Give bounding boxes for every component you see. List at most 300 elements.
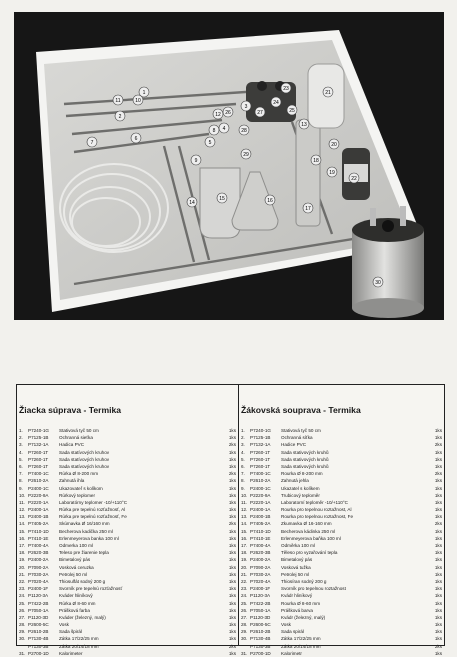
- parts-row: [241, 463, 442, 470]
- item-description: Hadice PVC: [281, 442, 307, 448]
- item-code: P7050-1A: [28, 607, 49, 613]
- item-quantity: 1ks: [228, 499, 236, 505]
- parts-row: [19, 564, 236, 571]
- item-description: Sada statívových kruhov: [59, 463, 110, 469]
- item-code: P7400-1C: [250, 471, 271, 477]
- item-number: 3.: [241, 442, 245, 448]
- item-quantity: 2ks: [228, 521, 236, 527]
- item-number: 27.: [19, 614, 26, 620]
- item-description: Petrolej 50 ml: [281, 571, 310, 577]
- item-number: 20.: [19, 564, 26, 570]
- item-description: Rúrka pre tepelnú rozťažnosť, Al: [59, 507, 126, 513]
- item-description: Ochranná sieťka: [59, 435, 93, 441]
- item-number: 25.: [19, 600, 26, 606]
- item-description: Sada statívových kruhov: [59, 449, 110, 455]
- item-description: Vosková tužka: [281, 564, 311, 570]
- item-quantity: 1ks: [434, 449, 442, 455]
- item-quantity: 1ks: [228, 543, 236, 548]
- item-quantity: 1ks: [228, 435, 236, 441]
- item-quantity: 1ks: [434, 463, 442, 469]
- item-code: P7130-3B: [250, 643, 271, 649]
- item-number: 15.: [241, 528, 248, 534]
- item-number: 19.: [241, 557, 248, 563]
- item-number: 12.: [241, 507, 248, 513]
- item-description: Rourka pro tepelnou roztažnost, Al: [281, 507, 352, 513]
- svg-text:16: 16: [267, 198, 273, 204]
- item-number: 21.: [19, 571, 26, 577]
- item-quantity: 1ks: [434, 636, 442, 642]
- item-code: P1120-3D: [250, 614, 271, 620]
- svg-text:15: 15: [219, 196, 225, 202]
- item-quantity: 1ks: [228, 456, 236, 462]
- item-number: 14.: [19, 521, 26, 527]
- item-description: Kváder (železný, malý): [59, 614, 106, 620]
- item-code: P7125-1B: [28, 435, 49, 441]
- parts-row: [19, 578, 236, 585]
- item-code: P7260-1T: [250, 449, 271, 455]
- item-number: 8.: [19, 478, 23, 484]
- svg-text:9: 9: [194, 158, 198, 164]
- item-number: 21.: [241, 571, 248, 577]
- item-code: P7090-2A: [250, 564, 271, 570]
- item-code: P7260-1T: [28, 463, 49, 469]
- item-number: 11.: [241, 499, 248, 505]
- item-quantity: 2ks: [434, 471, 442, 477]
- item-quantity: 1ks: [228, 586, 236, 592]
- item-description: Ochranná síťka: [281, 435, 313, 441]
- item-description: Kvádr hliníkový: [281, 593, 313, 599]
- item-description: Hadica PVC: [59, 442, 85, 448]
- item-quantity: 1ks: [228, 578, 236, 584]
- parts-row: [19, 643, 236, 650]
- kit-photo-drawing: [14, 12, 444, 320]
- parts-row: [19, 477, 236, 484]
- svg-text:4: 4: [222, 126, 226, 132]
- item-code: P7130-4B: [250, 636, 271, 642]
- item-quantity: 1ks: [434, 607, 442, 613]
- item-quantity: 1ks: [434, 485, 442, 491]
- item-quantity: 1ks: [228, 492, 236, 498]
- item-code: P7240-1G: [250, 428, 271, 433]
- item-number: 7.: [241, 471, 245, 477]
- svg-text:13: 13: [301, 122, 307, 128]
- parts-row: [241, 643, 442, 650]
- parts-row: [241, 506, 442, 513]
- item-code: P2620-3B: [250, 550, 271, 556]
- calorimeter: [352, 206, 424, 318]
- item-number: 17.: [241, 543, 248, 548]
- item-number: 31.: [19, 650, 26, 656]
- item-quantity: 1ks: [228, 650, 236, 656]
- kit-photo: [14, 12, 444, 320]
- item-code: P7260-1T: [28, 449, 49, 455]
- item-number: 12.: [19, 507, 26, 513]
- item-description: Odmerka 100 ml: [59, 543, 93, 548]
- parts-row: [241, 434, 442, 441]
- item-quantity: 1ks: [434, 514, 442, 520]
- parts-row: [19, 535, 236, 542]
- czech-parts-column: [239, 385, 444, 656]
- parts-row: [241, 628, 442, 635]
- item-number: 15.: [19, 528, 26, 534]
- item-description: Sada stativových kruhů: [281, 463, 329, 469]
- item-quantity: 2ks: [228, 643, 236, 649]
- item-code: P2400-1C: [250, 485, 271, 491]
- item-code: P2610-2A: [250, 478, 271, 484]
- item-code: P7030-2A: [250, 571, 271, 577]
- item-quantity: 1ks: [434, 535, 442, 541]
- item-description: Teleso pre žiarenie tepla: [59, 550, 109, 556]
- item-code: P2600-5C: [28, 622, 49, 628]
- item-description: Svorník pro tepelnou roztažnost: [281, 586, 346, 592]
- item-number: 28.: [241, 622, 248, 628]
- item-number: 14.: [241, 521, 248, 527]
- item-quantity: 1ks: [228, 614, 236, 620]
- item-number: 28.: [19, 622, 26, 628]
- item-code: P7422-2B: [28, 600, 49, 606]
- svg-text:27: 27: [257, 110, 263, 116]
- item-code: P2620-3B: [28, 550, 49, 556]
- parts-row: [241, 449, 442, 456]
- item-code: P1120-3A: [250, 593, 271, 599]
- item-number: 8.: [241, 478, 245, 484]
- item-number: 26.: [241, 607, 248, 613]
- item-number: 23.: [241, 586, 248, 592]
- parts-row: [19, 542, 236, 549]
- item-quantity: 1ks: [228, 600, 236, 606]
- item-code: P2610-2A: [28, 478, 49, 484]
- svg-text:8: 8: [212, 128, 216, 134]
- item-code: P7260-1T: [28, 456, 49, 462]
- item-number: 18.: [19, 550, 26, 556]
- svg-text:11: 11: [115, 98, 121, 104]
- item-quantity: 1ks: [434, 478, 442, 484]
- parts-row: [241, 470, 442, 477]
- parts-row: [241, 635, 442, 642]
- item-number: 7.: [19, 471, 23, 477]
- item-description: Sada spirál: [281, 629, 304, 635]
- svg-text:18: 18: [313, 158, 319, 164]
- svg-text:26: 26: [225, 110, 231, 116]
- item-code: P7130-3B: [28, 643, 49, 649]
- parts-row: [241, 650, 442, 657]
- parts-row: [19, 614, 236, 621]
- item-description: Laboratorní teploměr -10/+110°C: [281, 499, 348, 505]
- item-code: P7400-4A: [250, 543, 271, 548]
- parts-row: [19, 513, 236, 520]
- item-number: 17.: [19, 543, 26, 548]
- svg-text:12: 12: [215, 112, 221, 118]
- item-code: P1120-3A: [28, 593, 49, 599]
- item-quantity: 1ks: [434, 557, 442, 563]
- item-quantity: 1ks: [228, 485, 236, 491]
- item-quantity: 1ks: [228, 636, 236, 642]
- item-quantity: 2ks: [228, 442, 236, 448]
- svg-text:3: 3: [244, 104, 248, 110]
- item-description: Zátka 20/14/18 mm: [281, 643, 321, 649]
- item-number: 9.: [19, 485, 23, 491]
- parts-row: [241, 520, 442, 527]
- parts-row: [19, 485, 236, 492]
- item-number: 20.: [241, 564, 248, 570]
- parts-row: [19, 470, 236, 477]
- parts-row: [241, 427, 442, 434]
- item-code: P2400-2A: [28, 557, 49, 563]
- parts-row: [241, 556, 442, 563]
- item-number: 13.: [241, 514, 248, 520]
- item-number: 2.: [19, 435, 23, 441]
- item-description: Becherova kádinka 250 ml: [281, 528, 336, 534]
- item-code: P7125-1B: [250, 435, 271, 441]
- item-code: P7410-1D: [250, 528, 271, 534]
- svg-text:1: 1: [142, 90, 146, 96]
- item-description: Rúrkový teplomer: [59, 492, 95, 498]
- item-quantity: 1ks: [228, 449, 236, 455]
- item-quantity: 1ks: [434, 435, 442, 441]
- parts-list-sheet: [16, 384, 445, 656]
- parts-row: [19, 427, 236, 434]
- item-code: P7410-1E: [28, 535, 49, 541]
- item-description: Zkumavka Ø 16-160 mm: [281, 521, 332, 527]
- item-quantity: 1ks: [434, 550, 442, 556]
- item-description: Sada statívových kruhov: [59, 456, 110, 462]
- item-code: P2600-5C: [250, 622, 271, 628]
- slovak-parts-list: [19, 427, 236, 657]
- item-quantity: 1ks: [434, 578, 442, 584]
- item-description: Erlenmeyerova baňka 100 ml: [281, 535, 341, 541]
- item-description: Skúmavka Ø 16/160 mm: [59, 521, 110, 527]
- svg-text:28: 28: [241, 128, 247, 134]
- item-code: P7132-1A: [28, 442, 49, 448]
- item-quantity: 1ks: [228, 622, 236, 628]
- item-quantity: 1ks: [228, 514, 236, 520]
- item-number: 25.: [241, 600, 248, 606]
- item-description: Zátka 20/14/18 mm: [59, 643, 99, 649]
- item-description: Zátka 17/22/25 mm: [281, 636, 321, 642]
- item-description: Bimetalový pás: [281, 557, 313, 563]
- item-quantity: 1ks: [434, 499, 442, 505]
- item-code: P7130-4B: [28, 636, 49, 642]
- svg-text:19: 19: [329, 170, 335, 176]
- item-number: 29.: [241, 629, 248, 635]
- czech-parts-list: [241, 427, 442, 657]
- item-code: P7090-2A: [28, 564, 49, 570]
- item-number: 4.: [19, 449, 23, 455]
- svg-text:22: 22: [351, 176, 357, 182]
- item-number: 29.: [19, 629, 26, 635]
- item-quantity: 1ks: [434, 593, 442, 599]
- parts-row: [241, 549, 442, 556]
- parts-row: [19, 607, 236, 614]
- item-description: Trubicový teploměr: [281, 492, 320, 498]
- item-quantity: 1ks: [434, 428, 442, 433]
- item-quantity: 1ks: [228, 593, 236, 599]
- item-quantity: 1ks: [434, 650, 442, 656]
- item-description: Kváder hliníkový: [59, 593, 93, 599]
- item-number: 5.: [241, 456, 245, 462]
- slovak-parts-column: [17, 385, 239, 656]
- item-code: P7132-1A: [250, 442, 271, 448]
- item-description: Kvádr (železný, malý): [281, 614, 326, 620]
- item-number: 24.: [19, 593, 26, 599]
- item-quantity: 1ks: [434, 456, 442, 462]
- item-number: 30.: [19, 636, 26, 642]
- item-description: Petrolej 50 ml: [59, 571, 88, 577]
- item-description: Ukazovateľ s kolíkom: [59, 485, 103, 491]
- item-number: 31.: [241, 650, 248, 656]
- svg-text:14: 14: [189, 200, 195, 206]
- svg-text:6: 6: [134, 136, 138, 142]
- parts-row: [241, 542, 442, 549]
- item-number: 9.: [241, 485, 245, 491]
- item-number: 1.: [19, 428, 23, 433]
- item-quantity: 2ks: [434, 442, 442, 448]
- item-number: 11.: [19, 499, 26, 505]
- item-code: P2610-2B: [28, 629, 49, 635]
- item-quantity: 2ks: [434, 643, 442, 649]
- item-description: Kalorimeter: [59, 650, 83, 656]
- parts-row: [19, 549, 236, 556]
- item-description: Bimetalový pás: [59, 557, 91, 563]
- parts-row: [241, 499, 442, 506]
- svg-text:24: 24: [273, 100, 279, 106]
- svg-text:7: 7: [90, 140, 94, 146]
- item-code: P7400-1C: [28, 471, 49, 477]
- parts-row: [241, 571, 442, 578]
- item-number: 5.: [19, 456, 23, 462]
- item-quantity: 1ks: [228, 478, 236, 484]
- svg-text:29: 29: [243, 152, 249, 158]
- item-code: P7260-1T: [250, 463, 271, 469]
- item-description: Vosk: [281, 622, 291, 628]
- item-code: P2700-1D: [250, 650, 271, 656]
- item-quantity: 1ks: [434, 564, 442, 570]
- item-number: 24.: [241, 593, 248, 599]
- parts-row: [241, 621, 442, 628]
- item-description: Prášková farba: [59, 607, 90, 613]
- item-description: Laboratórny teplomer -10/+110°C: [59, 499, 128, 505]
- svg-text:25: 25: [289, 108, 295, 114]
- item-code: P2400-2A: [250, 557, 271, 563]
- parts-row: [19, 585, 236, 592]
- parts-row: [241, 535, 442, 542]
- item-quantity: 1ks: [228, 535, 236, 541]
- item-number: 2.: [241, 435, 245, 441]
- parts-row: [241, 600, 442, 607]
- item-quantity: 1ks: [434, 507, 442, 513]
- item-number: 30.: [241, 636, 248, 642]
- item-description: Vosková ceruzka: [59, 564, 94, 570]
- parts-row: [241, 477, 442, 484]
- item-code: P7240-1G: [28, 428, 49, 433]
- item-description: Těleso pro vyzařování tepla: [281, 550, 338, 556]
- parts-row: [19, 628, 236, 635]
- item-quantity: 1ks: [228, 629, 236, 635]
- item-code: P2400-1F: [28, 586, 49, 592]
- item-number: 22.: [19, 578, 26, 584]
- item-number: [241, 643, 250, 650]
- parts-row: [19, 492, 236, 499]
- item-quantity: 1ks: [434, 543, 442, 548]
- item-number: 4.: [241, 449, 245, 455]
- parts-row: [19, 456, 236, 463]
- item-quantity: 1ks: [228, 507, 236, 513]
- item-quantity: 1ks: [228, 463, 236, 469]
- item-code: P2400-1F: [250, 586, 271, 592]
- item-code: P7030-2A: [28, 571, 49, 577]
- item-description: Sada špirál: [59, 629, 82, 635]
- item-code: P2400-1B: [250, 514, 271, 520]
- parts-row: [241, 564, 442, 571]
- item-description: Stativová tyč 50 cm: [59, 428, 99, 433]
- parts-row: [19, 520, 236, 527]
- item-number: 1.: [241, 428, 245, 433]
- item-number: 16.: [241, 535, 248, 541]
- parts-row: [19, 592, 236, 599]
- parts-row: [241, 607, 442, 614]
- parts-row: [19, 434, 236, 441]
- parts-row: [241, 492, 442, 499]
- parts-row: [241, 614, 442, 621]
- item-description: Thiosulfát sodný 200 g: [59, 578, 106, 584]
- parts-row: [19, 506, 236, 513]
- item-code: P2400-1A: [28, 507, 49, 513]
- item-description: Vosk: [59, 622, 69, 628]
- item-code: P7260-1T: [250, 456, 271, 462]
- item-number: 19.: [19, 557, 26, 563]
- item-description: Svorník pre tepelnú rozťažnosť: [59, 586, 123, 592]
- item-code: P2400-1C: [28, 485, 49, 491]
- item-description: Zahnutá ihla: [59, 478, 85, 484]
- item-code: P2400-1A: [250, 507, 271, 513]
- czech-list-title: Žákovská souprava - Termika: [241, 405, 361, 415]
- item-code: P2220-1A: [28, 499, 49, 505]
- svg-text:21: 21: [325, 90, 331, 96]
- parts-row: [19, 621, 236, 628]
- item-code: P2220-9A: [28, 492, 49, 498]
- slovak-list-title: Žiacka súprava - Termika: [19, 405, 122, 415]
- item-quantity: 2ks: [228, 471, 236, 477]
- parts-row: [241, 528, 442, 535]
- item-description: Zahnutá jehla: [281, 478, 309, 484]
- item-code: P1120-3D: [28, 614, 49, 620]
- item-quantity: 1ks: [434, 571, 442, 577]
- item-description: Becherova kadička 250 ml: [59, 528, 113, 534]
- item-description: Zátka 17/22/25 mm: [59, 636, 99, 642]
- item-description: Sada stativových kruhů: [281, 449, 329, 455]
- parts-row: [241, 585, 442, 592]
- item-description: Rourka Ø 8-200 mm: [281, 471, 323, 477]
- parts-row: [241, 441, 442, 448]
- parts-row: [19, 600, 236, 607]
- parts-row: [19, 571, 236, 578]
- item-number: 16.: [19, 535, 26, 541]
- item-quantity: 1ks: [228, 428, 236, 433]
- item-number: 27.: [241, 614, 248, 620]
- parts-row: [241, 456, 442, 463]
- item-code: P7422-2B: [250, 600, 271, 606]
- item-code: P2400-1B: [28, 514, 49, 520]
- parts-row: [19, 650, 236, 657]
- item-description: Rúrka Ø 8-200 mm: [59, 471, 99, 477]
- parts-row: [19, 635, 236, 642]
- item-number: 3.: [19, 442, 23, 448]
- item-code: P7405-2A: [28, 521, 49, 527]
- svg-text:5: 5: [208, 140, 212, 146]
- item-code: P7410-1D: [28, 528, 49, 534]
- item-quantity: 2ks: [434, 521, 442, 527]
- svg-text:30: 30: [375, 280, 381, 286]
